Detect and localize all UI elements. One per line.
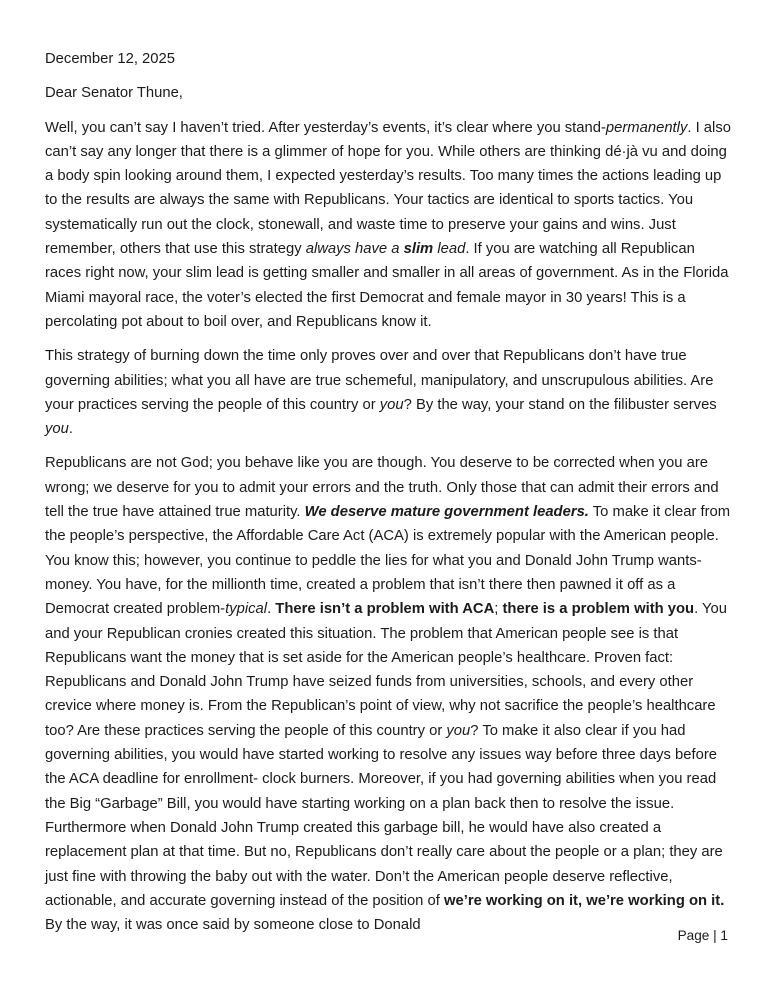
- text-run: Republicans are not God; you behave like you are though. You deserve to be corrected when you are wrong; we deserve for you to admit your errors and the truth. Only those that can admit their errors and tell the true have attained true maturity.: [45, 455, 719, 521]
- text-run: . If you are watching all Republican races right now, your slim lead is getting smaller and smaller in all areas of government. As in the Florida Miami mayoral race, the voter’s elected the first Democrat and female mayor in 30 years! This is a percolating pot about to boil over, and Republicans know it.: [45, 241, 729, 330]
- page-number: Page | 1: [677, 928, 728, 943]
- text-run: .: [267, 601, 276, 618]
- text-run: We deserve mature government leaders.: [304, 504, 589, 521]
- letter-body: [45, 116, 731, 938]
- text-run: By the way, it was once said by someone close to Donald: [45, 917, 421, 934]
- text-run: always have a: [305, 241, 404, 258]
- text-run: you: [45, 421, 69, 438]
- text-run: ;: [494, 601, 503, 618]
- text-run: Well, you can’t say I haven’t tried. After yesterday’s events, it’s clear where you stand-: [45, 119, 606, 136]
- text-run: typical: [225, 601, 268, 618]
- text-run: we’re working on it, we’re working on it.: [443, 892, 725, 909]
- text-run: ? By the way, your stand on the filibuster serves: [403, 396, 717, 413]
- text-run: This strategy of burning down the time only proves over and over that Republicans don’t have true governing abilities; what you all have are true schemeful, manipulatory, and unscrupulous abilities. Are your practices serving the people of this country or: [45, 348, 714, 413]
- text-run: There isn’t a problem with ACA: [275, 601, 495, 618]
- text-run: you: [379, 396, 404, 413]
- text-run: ? To make it also clear if you had governing abilities, you would have started working to resolve any issues way before three days before the ACA deadline for enrollment- clock burners. Moreover, if you had governing abilities when you read the Big “Garbage” Bill, you would have starting working on a plan back then to resolve the issue. Furthermore when Donald John Trump created this garbage bill, he would have also created a replacement plan at that time. But no, Republicans don’t really care about the people or a plan; they are just fine with throwing the baby out with the water. Don’t the American people deserve reflective, actionable, and accurate governing instead of the position of: [45, 722, 723, 909]
- text-run: there is a problem with you: [502, 601, 695, 618]
- text-run: slim: [403, 241, 434, 258]
- text-run: you: [446, 722, 471, 739]
- text-run: lead: [433, 241, 466, 258]
- text-run: To make it clear from the people’s perspective, the Affordable Care Act (ACA) is extremely popular with the American people. You know this; however, you continue to peddle the lies for what you and Donald John Trump wants-money. You have, for the millionth time, created a problem that isn’t there then pawned it off as a Democrat created problem-: [45, 504, 731, 618]
- salutation: Dear Senator Thune,: [45, 85, 183, 102]
- text-run: permanently: [605, 119, 688, 136]
- paragraph: [45, 116, 731, 335]
- date-line: December 12, 2025: [45, 51, 175, 67]
- text-run: . You and your Republican cronies created this situation. The problem that American people see is that Republicans want the money that is set aside for the American people’s healthcare. Proven fact: Republicans and Donald John Trump have seized funds from universities, schools, and every other crevice where money is. From the Republican’s point of view, why not sacrifice the people’s healthcare too? Are these practices serving the people of this country or: [45, 601, 728, 739]
- paragraph: [45, 451, 731, 937]
- paragraph: [45, 344, 731, 441]
- text-run: .: [68, 421, 73, 438]
- text-run: . I also can’t say any longer that there is a glimmer of hope for you. While others are thinking dé·jà vu and doing a body spin looking around them, I expected yesterday’s results. Too many times the actions leading up to the results are always the same with Republicans. Your tactics are identical to sports tactics. You systematically run out the clock, stonewall, and waste time to preserve your gains and wins. Just remember, others that use this strategy: [45, 119, 731, 258]
